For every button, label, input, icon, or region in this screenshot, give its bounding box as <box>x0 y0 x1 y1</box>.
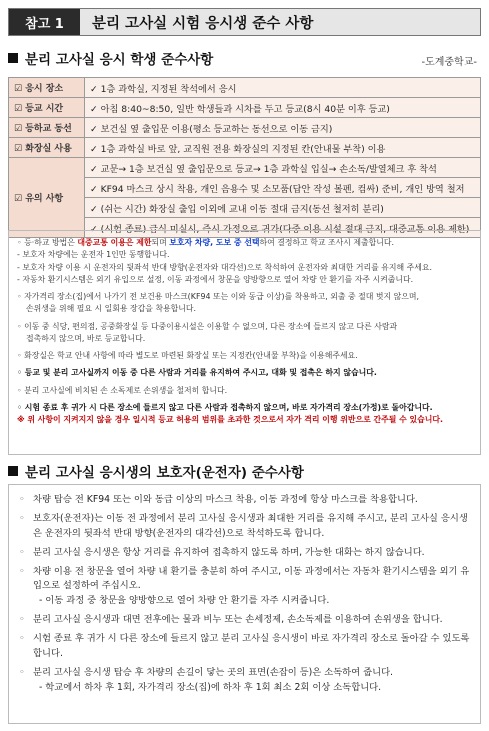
row-value: ✓ (쉬는 시간) 화장실 출입 이외에 교내 이동 절대 금지(동선 철저히 분리) <box>85 198 481 218</box>
row-value: ✓ (시험 종료) 급식 미실시, 즉시 가정으로 귀가(다중 이용 시설 절대 금지, 대중교통 이용 제한) <box>85 218 481 238</box>
note-item: ◦ 시험 종료 후 귀가 시 다른 장소에 들르지 않고 다른 사람과 접촉하지 않으며, 바로 자가격리 장소(가정)로 돌아갑니다. <box>17 402 433 412</box>
note-item: - 보호자 차량에는 운전자 1인만 동행합니다. <box>17 250 170 260</box>
list-item: ◦ 분리 고사실 응시생과 대면 전후에는 물과 비누 또는 손세정제, 손소독제를 이용하여 손위생을 합니다. <box>19 614 443 626</box>
warning-note: ※ 위 사항이 지켜지지 않을 경우 일시적 등교 허용의 범위를 초과한 것으로서 자가 격리 이행 위반으로 간주될 수 있습니다. <box>17 415 443 424</box>
note-item: - 보호자 차량 이용 시 운전자의 뒷좌석 반대 방향(운전자와 대각선)으로 착석하여 운전자와 최대한 거리를 유지해 주세요. <box>17 262 433 272</box>
row-value: ✓ 1층 과학실, 지정된 착석에서 응시 <box>85 78 481 98</box>
section-1-title: 분리 고사실 응시 학생 준수사항 <box>25 52 214 68</box>
note-item: ◦ 분리 고사실에 비치된 손 소독제로 손위생을 철저히 합니다. <box>17 385 228 395</box>
row-value: ✓ 보건실 옆 출입문 이용(평소 등교하는 동선으로 이동 금지) <box>85 118 481 138</box>
list-item: ◦ 분리 고사실 응시생은 항상 거리를 유지하여 접촉하지 않도록 하며, 가능한 대화는 하지 않습니다. <box>19 546 425 558</box>
row-label: ☑ 유의 사항 <box>9 158 85 238</box>
document-title: 분리 고사실 시험 응시생 준수 사항 <box>80 9 480 35</box>
row-label: ☑ 등하교 동선 <box>9 118 85 138</box>
table-row <box>9 98 481 118</box>
row-label: ☑ 등교 시간 <box>9 98 85 118</box>
list-item: ◦ 시험 종료 후 귀가 시 다른 장소에 들르지 않고 분리 고사실 응시생이 바로 자가격리 장소로 돌아갈 수 있도록 합니다. <box>19 633 470 659</box>
square-bullet-icon <box>8 53 18 63</box>
reference-badge: 참고 1 <box>9 9 80 35</box>
student-notes-box <box>8 230 481 455</box>
table-row <box>9 78 481 98</box>
section-2-title: 분리 고사실 응시생의 보호자(운전자) 준수사항 <box>25 465 304 481</box>
note-item: ◦ 이동 중 식당, 편의점, 공중화장실 등 다중이용시설은 이용할 수 없으며, 다른 장소에 들르지 않고 다른 사람과 <box>17 321 398 331</box>
document-header <box>8 8 481 36</box>
square-bullet-icon <box>8 466 18 476</box>
note-item: 접촉하지 않으며, 바로 등교합니다. <box>26 333 146 343</box>
list-item: ◦ 분리 고사실 응시생 탑승 후 차량의 손길이 닿는 곳의 표면(손잡이 등)은 소독하여 줍니다. - 학교에서 하차 후 1회, 자가격리 장소(집)에 하차 후 1회 최소 2회 이상 소독합니다. <box>19 666 394 693</box>
school-name: -도계중학교- <box>421 57 477 68</box>
note-item: ◦ 자가격리 장소(집)에서 나가기 전 보건용 마스크(KF94 또는 이와 동급 이상)를 착용하고, 외출 중 절대 벗지 않으며, <box>17 292 420 301</box>
list-item: ◦ 차량 탑승 전 KF94 또는 이와 동급 이상의 마스크 착용, 이동 과정에 항상 마스크를 착용합니다. <box>19 494 418 505</box>
row-value: ✓ 아침 8:40~8:50, 일반 학생들과 시차를 두고 등교(8시 40분 이후 등교) <box>85 98 481 118</box>
row-value: ✓ KF94 마스크 상시 착용, 개인 음용수 및 소모품(답안 작성 볼펜, 컴싸) 준비, 개인 방역 철저 <box>85 178 481 198</box>
row-value: ✓ 1층 과학실 바로 앞, 교직원 전용 화장실의 지정된 칸(안내물 부착) 이용 <box>85 138 481 158</box>
section-2-heading <box>8 461 304 481</box>
row-label: ☑ 화장실 사용 <box>9 138 85 158</box>
note-commute: ◦ 등·하교 방법은 대중교통 이용은 제한되며 보호자 차량, 도보 중 선택하여 결정하고 학교 조사시 제출합니다. <box>17 238 395 247</box>
note-item: 손위생을 위해 필요 시 일회용 장갑을 착용합니다. <box>26 304 197 314</box>
table-row <box>9 138 481 158</box>
row-label: ☑ 응시 장소 <box>9 78 85 98</box>
note-item: ◦ 화장실은 학교 안내 사항에 따라 별도로 마련된 화장실 또는 지정칸(안내물 부착)을 이용해주세요. <box>17 351 358 360</box>
student-rules-table <box>8 77 481 238</box>
section-1-heading <box>8 48 213 68</box>
table-row <box>9 118 481 138</box>
guardian-rules-box <box>8 484 481 724</box>
note-item: - 자동차 환기시스템은 외기 유입으로 설정, 이동 과정에서 창문을 양방향으로 열어 차량 안 환기를 자주 시켜줍니다. <box>17 274 414 284</box>
list-item: ◦ 차량 이용 전 창문을 열어 차량 내 환기를 충분히 하여 주시고, 이동 과정에서는 자동차 환기시스템을 외기 유입으로 설정하여 주십시오. - 이동 과정 중 창문을 양방향으로 열어 차량 안 환기를 자주 시켜줍니다. <box>19 565 470 607</box>
table-row <box>9 158 481 178</box>
list-item: ◦ 보호자(운전자)는 이동 전 과정에서 분리 고사실 응시생과 최대한 거리를 유지해 주시고, 분리 고사실 응시생은 운전자의 뒷좌석 반대 방향(운전자의 대각선)으로 착석하도록 합니다. <box>19 512 468 539</box>
row-value: ✓ 교문→ 1층 보건실 옆 출입문으로 등교→ 1층 과학실 입실→ 손소독/발열체크 후 착석 <box>85 158 481 178</box>
note-item: ◦ 등교 및 분리 고사실까지 이동 중 다른 사람과 거리를 유지하여 주시고, 대화 및 접촉은 하지 않습니다. <box>17 368 377 378</box>
